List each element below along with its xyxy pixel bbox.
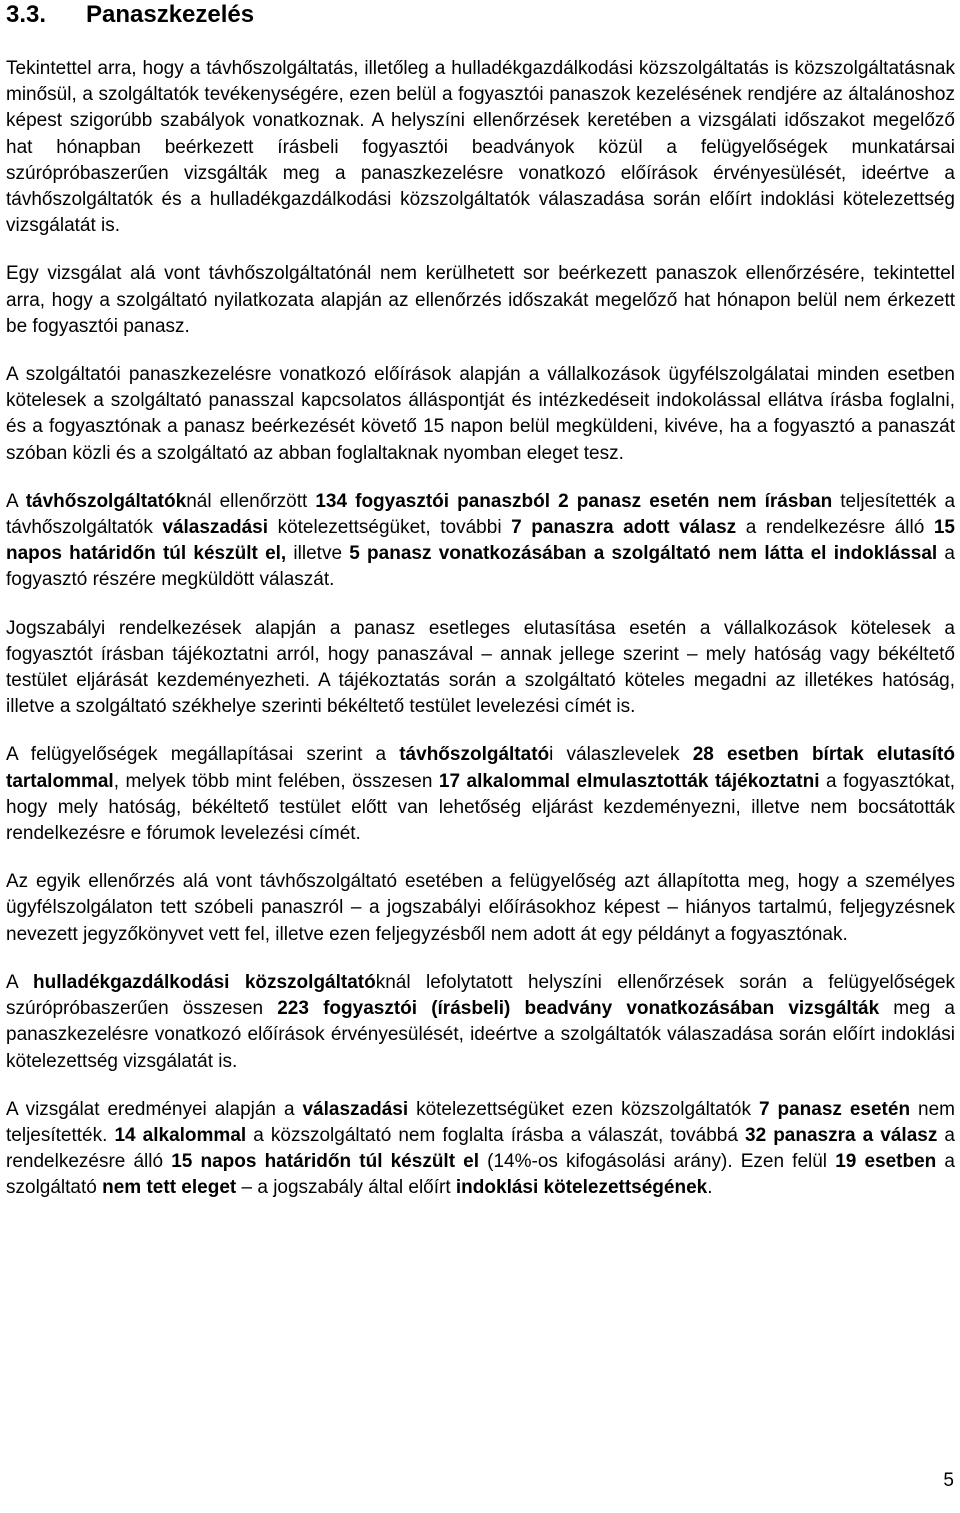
text-run: a fogyasztó részére megküldött válaszát. <box>6 543 955 591</box>
text-run: A felügyelőségek megállapításai szerint a <box>6 744 400 766</box>
text-run: a közszolgáltató nem foglalta írásba a válaszát, továbbá <box>246 1124 745 1146</box>
document-page <box>6 0 955 1224</box>
paragraph <box>6 970 955 1075</box>
text-run: nál ellenőrzött <box>186 490 316 512</box>
paragraph <box>6 56 955 239</box>
text-run: a rendelkezésre álló <box>736 517 934 539</box>
text-run: . <box>707 1177 713 1199</box>
paragraph <box>6 261 955 340</box>
text-run: a fogyasztókat, hogy mely hatóság, békéltető testület előtt van lehetőség eljárást kezdeményezni, illetve nem bocsátották rendelkezésre e fórumok levelezési címét. <box>6 770 956 845</box>
paragraph <box>6 616 955 721</box>
paragraph <box>6 742 955 847</box>
section-title: Panaszkezelés <box>86 1 255 28</box>
paragraph <box>6 362 955 467</box>
text-run: nem teljesítették. <box>6 1098 955 1146</box>
text-run: Tekintettel arra, hogy a távhőszolgáltatás, illetőleg a hulladékgazdálkodási közszolgáltatás is közszolgáltatásnak minősül, a szolgáltatók tevékenységére, ezen belül a fogyasztói panaszok kezelésének rendjére az általánoshoz képest szigorúbb szabályok vonatkoznak. A helyszíni ellenőrzések keretében a vizsgálati időszakot megelőző hat hónapban beérkezett írásbeli fogyasztói beadványok közül a felügyelőségek munkatársai szúrópróbaszerűen vizsgálták meg a panaszkezelésre vonatkozó előírások érvényesülését, ideértve a távhőszolgáltatók és a hulladékgazdálkodási közszolgáltatók válaszadása során előírt indoklási kötelezettség vizsgálatát is. <box>6 58 955 237</box>
bold-text-run: 223 fogyasztói (írásbeli) beadvány vonatkozásában vizsgálták <box>277 998 880 1020</box>
text-run: meg a panaszkezelésre vonatkozó előírások érvényesülését, ideértve a szolgáltatók válaszadása során előírt indoklási kötelezettség vizsgálatát is. <box>6 998 955 1072</box>
section-heading <box>6 0 955 32</box>
bold-text-run: 17 alkalommal elmulasztották tájékoztatni <box>438 770 820 792</box>
text-run: knál lefolytatott helyszíni ellenőrzések során a felügyelőségek szúrópróbaszerűen összesen <box>6 971 956 1020</box>
text-run: teljesítették a távhőszolgáltatók <box>6 490 956 539</box>
text-run: i válaszlevelek <box>549 744 693 766</box>
paragraph <box>6 489 955 594</box>
section-number: 3.3. <box>6 1 47 28</box>
bold-text-run: 5 panasz vonatkozásában a szolgáltató nem látta el indoklással <box>349 543 938 565</box>
text-run: Jogszabályi rendelkezések alapján a panasz esetleges elutasítása esetén a vállalkozások kötelesek a fogyasztót írásban tájékoztatni arról, hogy panaszával – annak jellege szerint – mely hatóság vagy békéltető testület eljárását kezdeményezheti. A tájékoztatás során a szolgáltató köteles megadni az illetékes hatóság, illetve a szolgáltató székhelye szerinti békéltető testület levelezési címét is. <box>6 617 955 718</box>
bold-text-run: 15 napos határidőn túl készült el <box>171 1151 480 1173</box>
text-run: kötelezettségüket, további <box>268 517 512 539</box>
text-run: – a jogszabály által előírt <box>236 1177 456 1199</box>
bold-text-run: válaszadási <box>302 1098 409 1120</box>
bold-text-run: 7 panaszra adott válasz <box>511 517 737 539</box>
bold-text-run: 7 panasz esetén <box>758 1098 911 1120</box>
text-run: A <box>6 971 34 993</box>
text-run: A vizsgálat eredményei alapján a <box>6 1098 303 1120</box>
text-run: (14%-os kifogásolási arány). Ezen felül <box>479 1151 836 1173</box>
bold-text-run: 15 napos határidőn túl készült el, <box>6 517 955 565</box>
text-run: a szolgáltató <box>6 1151 955 1199</box>
bold-text-run: távhőszolgáltatók <box>25 490 187 512</box>
body-text <box>6 56 955 1202</box>
text-run: Az egyik ellenőrzés alá vont távhőszolgáltató esetében a felügyelőség azt állapította meg, hogy a személyes ügyfélszolgálaton tett szóbeli panaszról – a jogszabályi előírásokhoz képest – hiányos tartalmú, feljegyzésnek nevezett jegyzőkönyvet vett fel, illetve ezen feljegyzésből nem adott át egy példányt a fogyasztónak. <box>6 871 955 945</box>
text-run: illetve <box>286 543 350 565</box>
bold-text-run: 28 esetben bírtak elutasító tartalommal <box>6 744 955 792</box>
bold-text-run: válaszadási <box>162 517 269 539</box>
text-run: , melyek több mint felében, összesen <box>113 770 439 792</box>
bold-text-run: hulladékgazdálkodási közszolgáltató <box>33 971 376 993</box>
bold-text-run: 134 fogyasztói panaszból 2 panasz esetén nem írásban <box>315 490 833 512</box>
bold-text-run: távhőszolgáltató <box>399 744 550 766</box>
text-run: Egy vizsgálat alá vont távhőszolgáltatónál nem kerülhetett sor beérkezett panaszok ellenőrzésére, tekintettel arra, hogy a szolgáltató nyilatkozata alapján az ellenőrzés időszakát megelőző hat hónapon belül nem érkezett be fogyasztói panasz. <box>6 263 955 337</box>
text-run: a rendelkezésre álló <box>6 1124 955 1173</box>
bold-text-run: 14 alkalommal <box>114 1124 247 1146</box>
text-run: A <box>6 490 26 512</box>
bold-text-run: 19 esetben <box>835 1151 937 1173</box>
text-run: kötelezettségüket ezen közszolgáltatók <box>408 1098 759 1120</box>
bold-text-run: indoklási kötelezettségének <box>455 1177 708 1199</box>
text-run: A szolgáltatói panaszkezelésre vonatkozó előírások alapján a vállalkozások ügyfélszolgálatai minden esetben kötelesek a szolgáltató panasszal kapcsolatos álláspontját és intézkedéseit indokolással ellátva írásba foglalni, és a fogyasztónak a panasz beérkezését követő 15 napon belül megküldeni, kivéve, ha a fogyasztó a panaszát szóban közli és a szolgáltató az abban foglaltaknak nyomban eleget tesz. <box>6 364 955 464</box>
page-number: 5 <box>943 1470 954 1491</box>
paragraph <box>6 1097 955 1202</box>
paragraph <box>6 869 955 948</box>
bold-text-run: nem tett eleget <box>102 1177 237 1199</box>
bold-text-run: 32 panaszra a válasz <box>745 1124 938 1146</box>
